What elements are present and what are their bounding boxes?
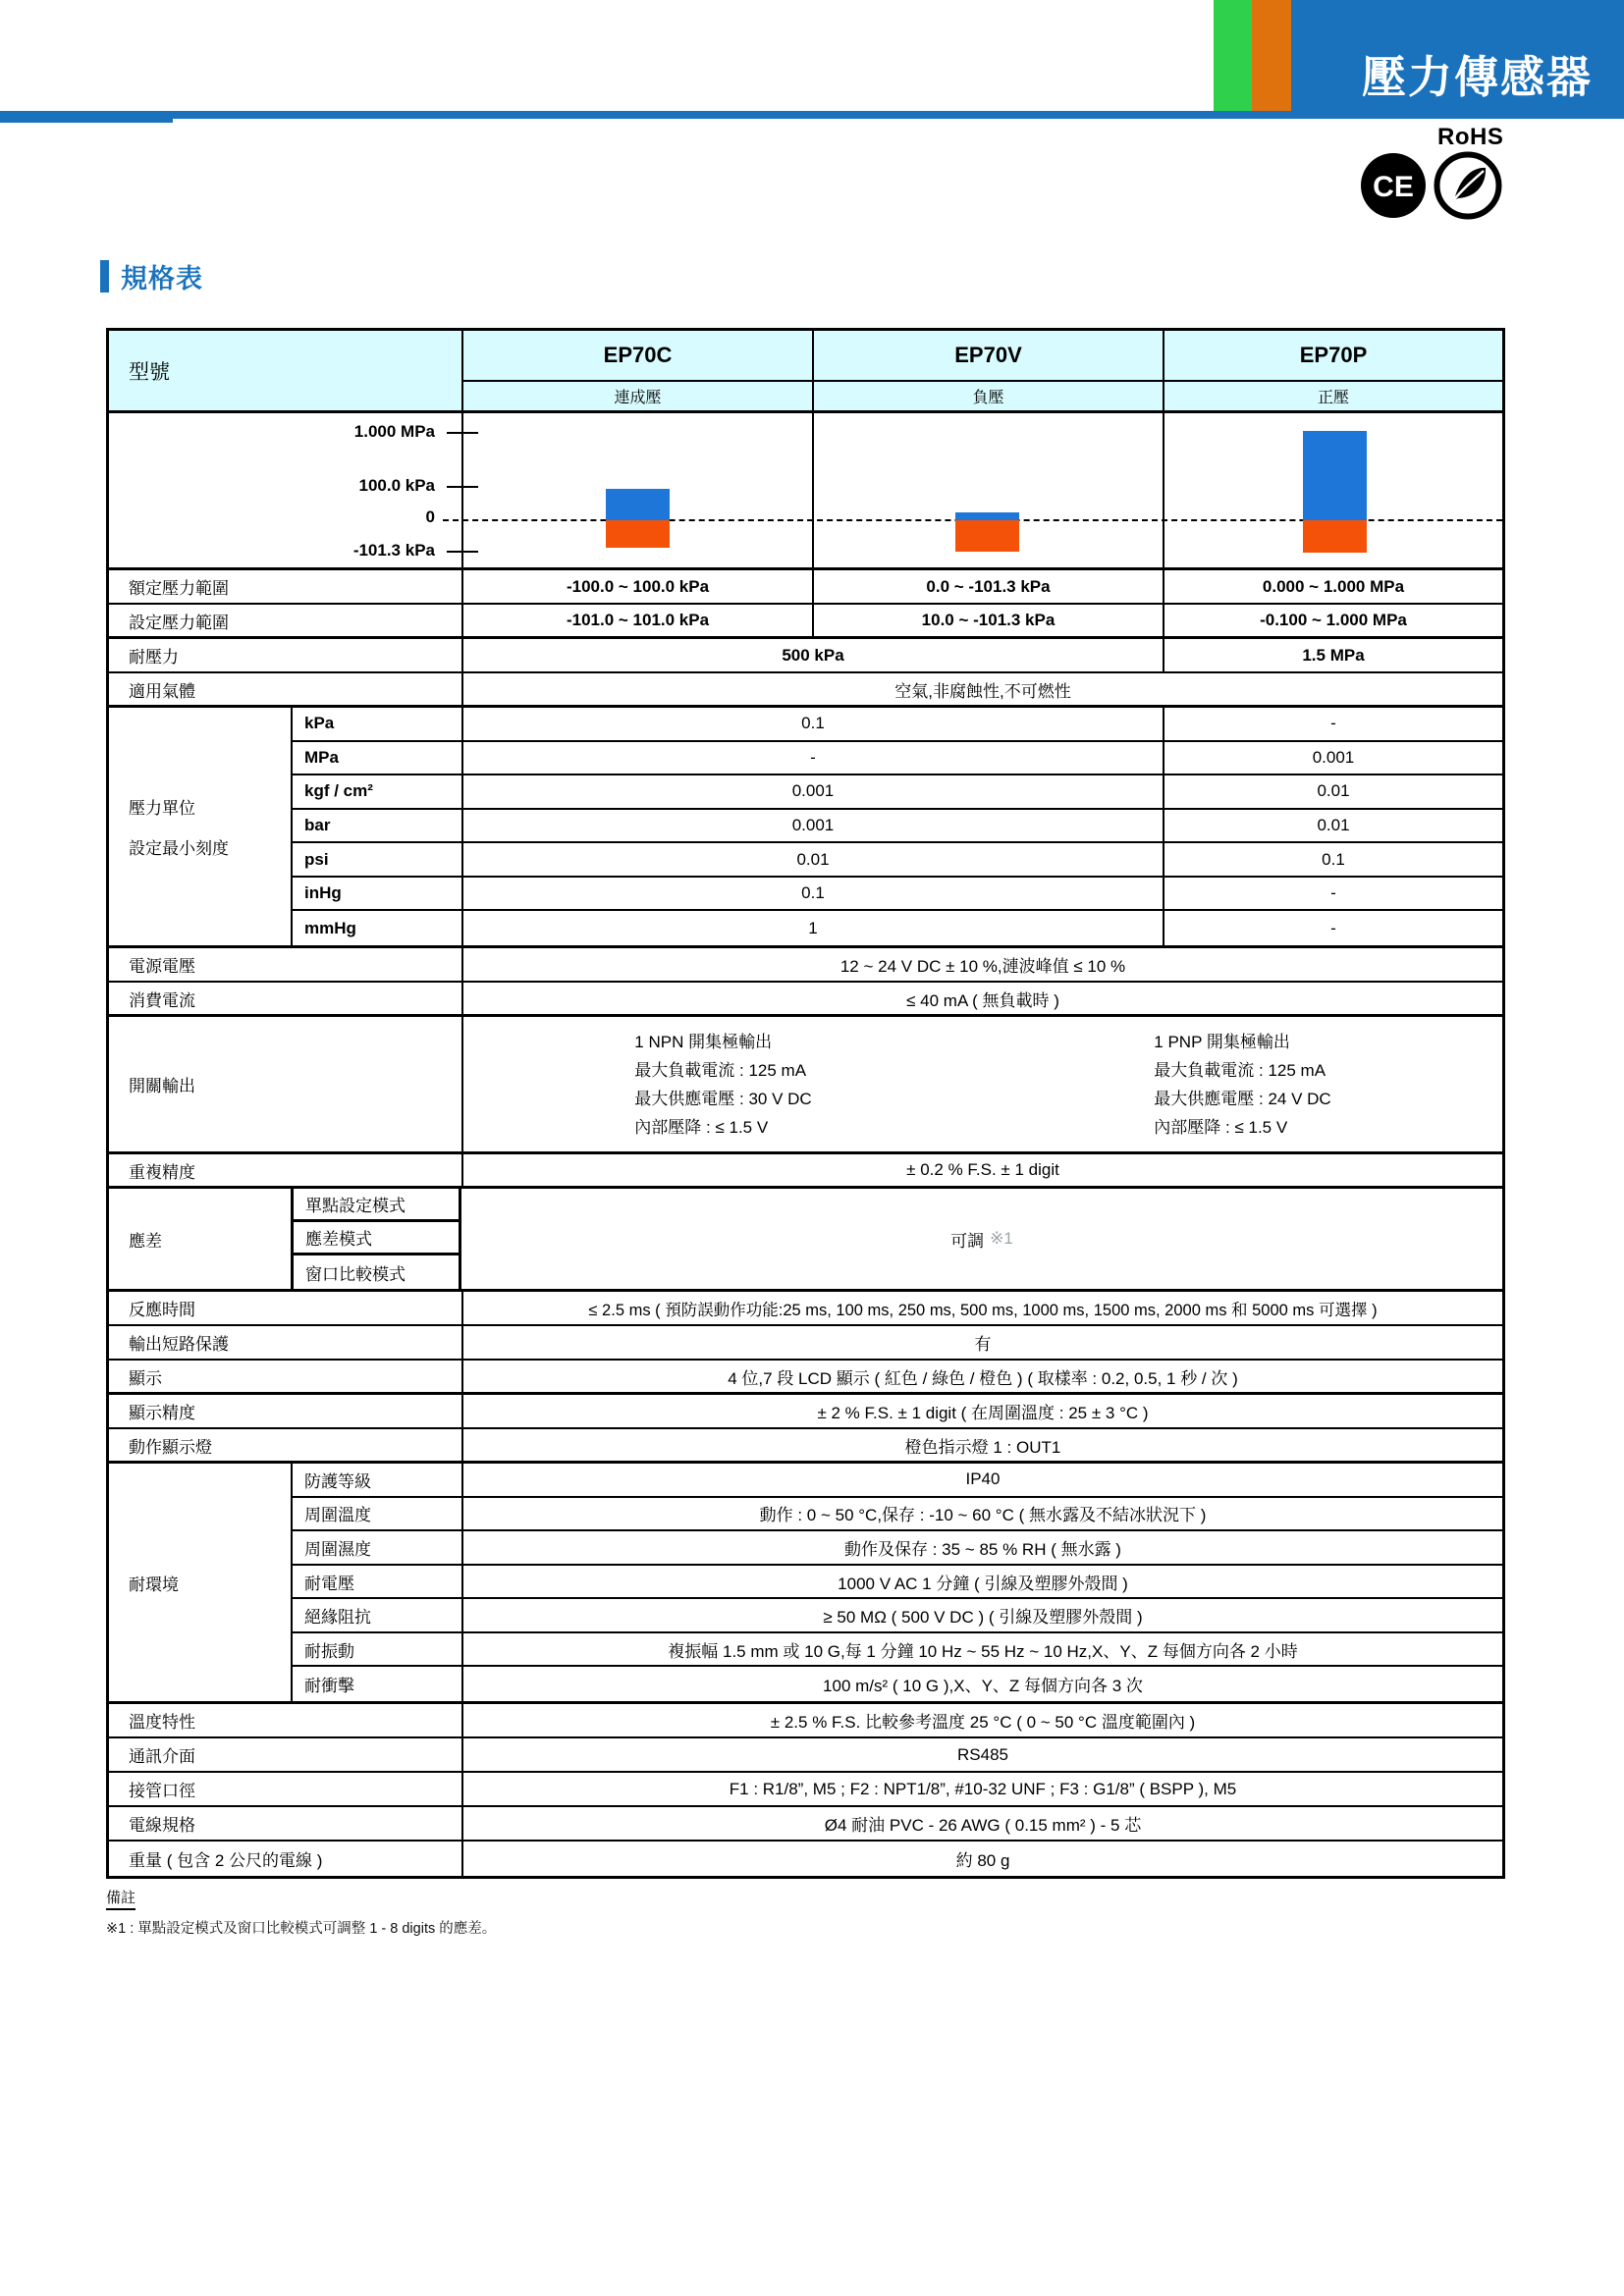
unit-value: - — [461, 742, 1163, 774]
spec-label: 設定壓力範圍 — [129, 613, 229, 632]
table-group-hysteresis — [109, 1189, 1502, 1292]
environment-row — [291, 1566, 1502, 1600]
hysteresis-value — [461, 1189, 1502, 1289]
table-row-response — [109, 1292, 1502, 1326]
pnp-line: 內部壓降 : ≤ 1.5 V — [1154, 1117, 1288, 1137]
page-banner — [1291, 0, 1624, 115]
env-key: 耐振動 — [291, 1633, 461, 1666]
model-header-label: 型號 — [129, 360, 170, 384]
table-row-cable — [109, 1807, 1502, 1842]
unit-row — [291, 810, 1502, 844]
spec-value: 橙色指示燈 1 : OUT1 — [461, 1429, 1502, 1461]
banner-orange-stripe — [1252, 0, 1291, 115]
ce-icon — [1361, 153, 1426, 223]
pressure-range-chart — [109, 413, 1502, 570]
header-rule — [0, 111, 1624, 119]
spec-label: 耐壓力 — [129, 648, 179, 667]
env-value: 100 m/s² ( 10 G ),X、Y、Z 每個方向各 3 次 — [461, 1667, 1502, 1701]
column-ep70v — [812, 331, 1163, 410]
rohs-leaf-icon — [1434, 151, 1502, 225]
spec-value: -101.0 ~ 101.0 kPa — [461, 605, 812, 636]
spec-value: 約 80 g — [461, 1842, 1502, 1876]
spec-value: ± 2.5 % F.S. 比較參考溫度 25 °C ( 0 ~ 50 °C 溫度範圍內 ) — [461, 1704, 1502, 1736]
spec-value: 空氣,非腐蝕性,不可燃性 — [461, 673, 1502, 705]
model-type: 連成壓 — [614, 390, 662, 406]
npn-line: 內部壓降 : ≤ 1.5 V — [634, 1117, 769, 1137]
footnotes — [106, 1887, 496, 1938]
env-value: 1000 V AC 1 分鐘 ( 引線及塑膠外殼間 ) — [461, 1566, 1502, 1598]
unit-name: MPa — [291, 742, 461, 774]
spec-value: ± 0.2 % F.S. ± 1 digit — [461, 1154, 1502, 1186]
unit-value: 1 — [461, 911, 1163, 945]
model-type: 負壓 — [972, 390, 1004, 406]
unit-name: mmHg — [291, 911, 461, 945]
unit-value: 0.001 — [1163, 742, 1502, 774]
unit-value: 0.01 — [1163, 810, 1502, 842]
env-key: 絕緣阻抗 — [291, 1599, 461, 1631]
axis-tick-mark — [447, 432, 478, 434]
spec-label: 消費電流 — [129, 990, 195, 1010]
svg-text:CE: CE — [1373, 171, 1414, 203]
section-heading — [100, 257, 203, 295]
bar-ep70p-negative — [1303, 520, 1367, 553]
mode-item: 應差模式 — [294, 1222, 459, 1255]
unit-value: - — [1163, 911, 1502, 945]
unit-row — [291, 911, 1502, 945]
env-value: 動作及保存 : 35 ~ 85 % RH ( 無水露 ) — [461, 1531, 1502, 1564]
npn-line: 1 NPN 開集極輸出 — [634, 1032, 773, 1051]
environment-row — [291, 1667, 1502, 1701]
spec-value: Ø4 耐油 PVC - 26 AWG ( 0.15 mm² ) - 5 芯 — [461, 1807, 1502, 1840]
spec-value: 0.0 ~ -101.3 kPa — [812, 570, 1163, 603]
unit-row — [291, 708, 1502, 742]
table-row-port — [109, 1773, 1502, 1807]
axis-tick-mark — [447, 551, 478, 553]
bar-ep70v-negative — [955, 520, 1019, 552]
spec-value: -0.100 ~ 1.000 MPa — [1163, 605, 1502, 636]
switch-output-pnp — [983, 1017, 1502, 1151]
npn-line: 最大負載電流 : 125 mA — [634, 1060, 807, 1080]
table-row-weight — [109, 1842, 1502, 1876]
column-ep70c — [461, 331, 812, 410]
group-label-line: 設定最小刻度 — [129, 839, 229, 858]
unit-row — [291, 843, 1502, 878]
bar-ep70v-positive — [955, 512, 1019, 520]
unit-value: 0.001 — [461, 775, 1163, 808]
table-row-rated-range — [109, 570, 1502, 605]
table-row-display-accuracy — [109, 1395, 1502, 1429]
table-row-repeatability — [109, 1154, 1502, 1189]
table-row-communication — [109, 1738, 1502, 1773]
table-row-power — [109, 948, 1502, 983]
spec-value: F1 : R1/8”, M5 ; F2 : NPT1/8”, #10-32 UNF ; F3 : G1/8” ( BSPP ), M5 — [461, 1773, 1502, 1805]
model-type: 正壓 — [1317, 390, 1349, 406]
mode-item: 窗口比較模式 — [305, 1264, 406, 1284]
environment-row — [291, 1633, 1502, 1668]
bar-ep70p-positive — [1303, 431, 1367, 520]
unit-value: 0.01 — [461, 843, 1163, 876]
unit-row — [291, 775, 1502, 810]
unit-value: 0.1 — [461, 878, 1163, 910]
spec-label: 重複精度 — [129, 1162, 195, 1182]
spec-label: 電線規格 — [129, 1816, 195, 1835]
spec-label: 額定壓力範圍 — [129, 579, 229, 598]
spec-label: 顯示精度 — [129, 1404, 195, 1422]
spec-value: 1.5 MPa — [1163, 639, 1502, 671]
pnp-line: 1 PNP 開集極輸出 — [1154, 1032, 1290, 1051]
table-row-switch-output — [109, 1017, 1502, 1154]
rohs-label: RoHS — [1437, 124, 1504, 150]
spec-label: 動作顯示燈 — [129, 1437, 212, 1457]
env-key: 耐衝擊 — [291, 1667, 461, 1701]
spec-label: 適用氣體 — [129, 681, 195, 701]
table-row-setting-range — [109, 605, 1502, 639]
table-row-fluid — [109, 673, 1502, 708]
unit-row — [291, 878, 1502, 912]
table-row-current — [109, 983, 1502, 1017]
spec-label: 輸出短路保護 — [129, 1335, 229, 1354]
environment-row — [291, 1498, 1502, 1532]
env-key: 耐電壓 — [291, 1566, 461, 1598]
header-rule-accent — [0, 111, 173, 123]
env-value: ≥ 50 MΩ ( 500 V DC ) ( 引線及塑膠外殼間 ) — [461, 1599, 1502, 1631]
unit-value: 0.01 — [1163, 775, 1502, 808]
table-row-temperature — [109, 1704, 1502, 1738]
model-name: EP70C — [463, 331, 812, 382]
axis-tick-mark — [447, 486, 478, 488]
spec-label: 接管口徑 — [129, 1782, 195, 1800]
axis-tick-label: -101.3 kPa — [352, 541, 435, 560]
unit-name: kPa — [291, 708, 461, 740]
npn-line: 最大供應電壓 : 30 V DC — [634, 1089, 812, 1108]
section-accent-bar — [100, 260, 109, 293]
spec-value: RS485 — [461, 1738, 1502, 1771]
bar-ep70c-negative — [606, 520, 670, 548]
spec-label: 顯示 — [129, 1368, 162, 1388]
environment-row — [291, 1599, 1502, 1633]
environment-row — [291, 1464, 1502, 1498]
unit-value: - — [1163, 878, 1502, 910]
unit-name: psi — [291, 843, 461, 876]
model-name: EP70P — [1164, 331, 1502, 382]
column-ep70p — [1163, 331, 1502, 410]
spec-value: ± 2 % F.S. ± 1 digit ( 在周圍溫度 : 25 ± 3 °C ) — [461, 1395, 1502, 1427]
footnote-reference: ※1 — [990, 1229, 1013, 1248]
unit-value: 0.1 — [1163, 843, 1502, 876]
footnote-item: ※1 : 單點設定模式及窗口比較模式可調整 1 - 8 digits 的應差。 — [106, 1921, 497, 1937]
unit-value: 0.001 — [461, 810, 1163, 842]
environment-row — [291, 1531, 1502, 1566]
axis-tick-label: 1.000 MPa — [353, 422, 435, 441]
unit-value: 0.1 — [461, 708, 1163, 740]
footnotes-title: 備註 — [106, 1887, 135, 1910]
spec-label: 電源電壓 — [129, 957, 195, 976]
spec-table — [106, 328, 1505, 1879]
group-label-line: 壓力單位 — [129, 799, 195, 818]
section-title: 規格表 — [121, 264, 203, 294]
spec-group-label: 應差 — [129, 1231, 162, 1251]
spec-label: 反應時間 — [129, 1301, 195, 1319]
banner-green-stripe — [1214, 0, 1252, 115]
spec-label: 溫度特性 — [129, 1713, 195, 1732]
spec-value: 4 位,7 段 LCD 顯示 ( 紅色 / 綠色 / 橙色 ) ( 取樣率 : 0.2, 0.5, 1 秒 / 次 ) — [461, 1361, 1502, 1392]
table-group-environment — [109, 1464, 1502, 1704]
spec-value: 500 kPa — [461, 639, 1163, 671]
env-value: 複振幅 1.5 mm 或 10 G,每 1 分鐘 10 Hz ~ 55 Hz ~ 10 Hz,X、Y、Z 每個方向各 2 小時 — [461, 1633, 1502, 1666]
table-row-short-circuit — [109, 1326, 1502, 1361]
env-key: 防護等級 — [291, 1464, 461, 1496]
unit-value: - — [1163, 708, 1502, 740]
mode-item: 單點設定模式 — [294, 1189, 459, 1222]
env-key: 周圍濕度 — [291, 1531, 461, 1564]
spec-label: 重量 ( 包含 2 公尺的電線 ) — [129, 1851, 323, 1870]
table-row-indicator — [109, 1429, 1502, 1464]
env-value: 動作 : 0 ~ 50 °C,保存 : -10 ~ 60 °C ( 無水露及不結冰狀況下 ) — [461, 1498, 1502, 1530]
spec-value: ≤ 40 mA ( 無負載時 ) — [461, 983, 1502, 1014]
env-value: IP40 — [461, 1464, 1502, 1496]
pnp-line: 最大供應電壓 : 24 V DC — [1154, 1089, 1331, 1108]
unit-name: kgf / cm² — [291, 775, 461, 808]
unit-name: inHg — [291, 878, 461, 910]
model-name: EP70V — [814, 331, 1163, 382]
switch-output-npn — [463, 1017, 983, 1151]
spec-value: 0.000 ~ 1.000 MPa — [1163, 570, 1502, 603]
table-header — [109, 331, 1502, 413]
spec-label: 開關輸出 — [129, 1077, 195, 1095]
unit-name: bar — [291, 810, 461, 842]
axis-tick-label: 100.0 kPa — [358, 476, 435, 495]
unit-row — [291, 742, 1502, 776]
spec-group-label: 耐環境 — [129, 1575, 179, 1594]
hysteresis-modes — [291, 1189, 461, 1289]
pnp-line: 最大負載電流 : 125 mA — [1154, 1060, 1326, 1080]
spec-value: ≤ 2.5 ms ( 預防誤動作功能:25 ms, 100 ms, 250 ms, 500 ms, 1000 ms, 1500 ms, 2000 ms 和 5000 ms 可選擇 ) — [461, 1292, 1502, 1324]
spec-value: 12 ~ 24 V DC ± 10 %,漣波峰值 ≤ 10 % — [461, 948, 1502, 981]
spec-value: 10.0 ~ -101.3 kPa — [812, 605, 1163, 636]
table-row-display — [109, 1361, 1502, 1395]
spec-group-label — [109, 708, 291, 945]
spec-label: 通訊介面 — [129, 1747, 195, 1766]
env-key: 周圍溫度 — [291, 1498, 461, 1530]
axis-tick-label: 0 — [425, 507, 435, 526]
spec-value: -100.0 ~ 100.0 kPa — [461, 570, 812, 603]
spec-value: 有 — [461, 1326, 1502, 1359]
hysteresis-value-text: 可調 — [950, 1231, 985, 1251]
bar-ep70c-positive — [606, 489, 670, 520]
table-row-withstand — [109, 639, 1502, 673]
banner-title: 壓力傳感器 — [1361, 52, 1593, 102]
table-group-units — [109, 708, 1502, 948]
